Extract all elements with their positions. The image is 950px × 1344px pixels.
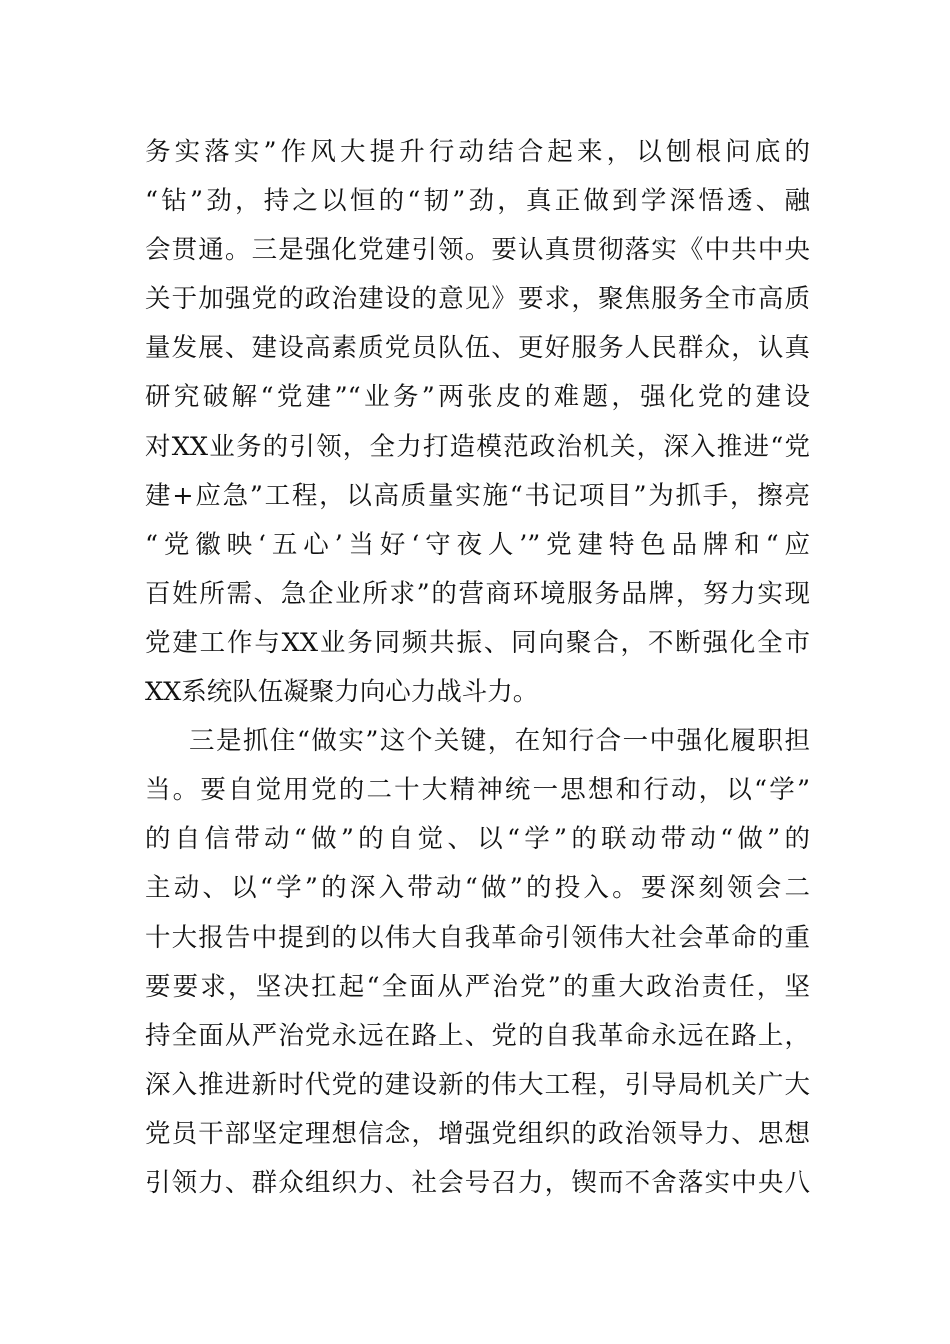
text-line: 党员干部坚定理想信念，增强党组织的政治领导力、思想 <box>145 1118 810 1149</box>
text-line: 务实落实”作风大提升行动结合起来，以刨根问底的 <box>145 137 810 167</box>
text-line: XX系统队伍凝聚力向心力战斗力。 <box>145 677 539 708</box>
paragraph-1 <box>145 128 810 717</box>
text-line: “党徽映‘五心’当好‘守夜人’”党建特色品牌和“应 <box>145 529 810 560</box>
text-line: 的自信带动“做”的自觉、以“学”的联动带动“做”的 <box>145 824 810 855</box>
text-line: 建+应急”工程，以高质量实施“书记项目”为抓手，擦亮 <box>145 480 810 511</box>
text-line: 三是抓住“做实”这个关键，在知行合一中强化履职担 <box>189 726 810 757</box>
text-line: 深入推进新时代党的建设新的伟大工程，引导局机关广大 <box>145 1069 810 1100</box>
text-line: 持全面从严治党永远在路上、党的自我革命永远在路上， <box>145 1020 810 1051</box>
text-line: 百姓所需、急企业所求”的营商环境服务品牌，努力实现 <box>145 578 810 609</box>
body-text <box>145 128 810 1208</box>
text-line: 对XX业务的引领，全力打造模范政治机关，深入推进“党 <box>145 431 810 462</box>
text-line: 当。要自觉用党的二十大精神统一思想和行动，以“学” <box>145 775 810 806</box>
text-line: 关于加强党的政治建设的意见》要求，聚焦服务全市高质 <box>145 284 810 315</box>
text-line: 十大报告中提到的以伟大自我革命引领伟大社会革命的重 <box>145 922 810 953</box>
paragraph-2 <box>145 717 810 1208</box>
text-line: 研究破解“党建”“业务”两张皮的难题，强化党的建设 <box>145 382 810 413</box>
text-line: 量发展、建设高素质党员队伍、更好服务人民群众，认真 <box>145 333 810 364</box>
text-line: 会贯通。三是强化党建引领。要认真贯彻落实《中共中央 <box>145 235 810 266</box>
text-line: 党建工作与XX业务同频共振、同向聚合，不断强化全市 <box>145 627 810 658</box>
text-line: 主动、以“学”的深入带动“做”的投入。要深刻领会二 <box>145 873 810 904</box>
text-line: “钻”劲，持之以恒的“韧”劲，真正做到学深悟透、融 <box>145 186 810 217</box>
text-line: 要要求，坚决扛起“全面从严治党”的重大政治责任，坚 <box>145 971 810 1002</box>
text-line: 引领力、群众组织力、社会号召力，锲而不舍落实中央八 <box>145 1167 810 1198</box>
